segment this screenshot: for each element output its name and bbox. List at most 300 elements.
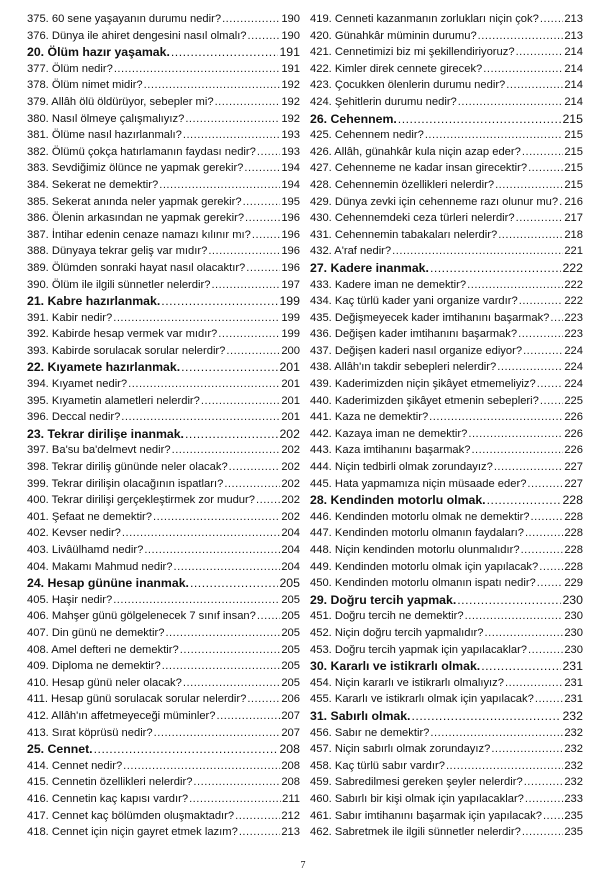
dot-leader [468,426,563,443]
dot-leader [114,61,281,78]
page-ref: 230 [562,592,583,607]
dot-leader [153,509,280,526]
dot-leader [217,708,281,725]
dot-leader [211,277,280,294]
toc-entry [27,625,300,642]
dot-leader [518,326,563,343]
entry-title: 430. Cehennemdeki ceza türleri nelerdir? [310,212,515,225]
page-ref: 202 [279,426,300,441]
section-title: 28. Kendinden motorlu olmak. [310,493,486,508]
dot-leader [154,725,281,742]
page-ref: 223 [564,311,583,324]
toc-entry [310,28,583,45]
entry-title: 432. A'raf nedir? [310,245,392,258]
page-ref: 195 [281,195,300,208]
toc-entry [310,559,583,576]
entry-title: 462. Sabretmek ile ilgili sünnetler nelerdir? [310,826,521,839]
toc-entry [27,376,300,393]
entry-title: 440. Kaderimizden şikâyet etmenin sebepleri? [310,394,539,407]
section-title: 31. Sabırlı olmak. [310,708,411,723]
entry-title: 397. Ba'su ba'delmevt nedir? [27,444,171,457]
page-ref: 222 [564,295,583,308]
dot-leader [244,160,280,177]
page-ref: 221 [564,245,583,258]
dot-leader [245,210,280,227]
dot-leader [183,127,280,144]
dot-leader [398,111,562,128]
toc-entry [310,343,583,360]
page-ref: 226 [564,444,583,457]
toc-entry [27,708,300,725]
entry-title: 418. Cennet için niçin gayret etmek lazım? [27,826,238,839]
toc-section-heading [27,426,300,443]
dot-leader [226,343,280,360]
page-ref: 215 [562,111,583,126]
toc-entry [310,77,583,94]
dot-leader [495,177,563,194]
entry-title: 426. Allâh, günahkâr kula niçin azap eder? [310,145,521,158]
entry-title: 375. 60 sene yaşayanın durumu nedir? [27,13,222,25]
page-ref: 194 [281,162,300,175]
section-title: 22. Kıyamete hazırlanmak. [27,360,181,375]
dot-leader [516,210,564,227]
toc-entry [27,774,300,791]
page-ref: 202 [281,461,300,474]
page-ref: 202 [281,477,300,490]
entry-title: 376. Dünya ile ahiret dengesini nasıl olmalı? [27,29,247,42]
page-ref: 230 [564,626,583,639]
toc-entry [27,691,300,708]
page-ref: 196 [281,245,300,258]
dot-leader [531,509,564,526]
entry-title: 399. Tekrar dirilişin olacağının ispatları? [27,477,224,490]
page-ref: 199 [279,294,300,309]
dot-leader [190,575,279,592]
toc-entry [310,426,583,443]
section-title: 26. Cehennem. [310,111,397,126]
entry-title: 443. Kaza imtihanını başarmak? [310,444,471,457]
page-ref: 233 [564,792,583,805]
toc-entry [27,525,300,542]
dot-leader [497,359,563,376]
entry-title: 412. Allâh'ın affetmeyeceği müminler? [27,709,216,722]
dot-leader [224,476,280,493]
page-ref: 201 [281,411,300,424]
toc-entry [310,642,583,659]
page-ref: 213 [564,13,583,25]
dot-leader [537,376,564,393]
entry-title: 431. Cehennemin tabakaları nelerdir? [310,228,498,241]
dot-leader [491,741,563,758]
entry-title: 452. Niçin doğru tercih yapmalıdır? [310,626,484,639]
entry-title: 448. Niçin kendinden motorlu olunmalıdır? [310,544,520,556]
dot-leader [113,592,280,609]
toc-entry [27,808,300,825]
dot-leader [483,61,563,78]
entry-title: 449. Kendinden motorlu olmak için yapılacak? [310,560,539,573]
toc-entry [27,61,300,78]
page-ref: 232 [564,743,583,756]
page-ref: 222 [562,260,583,275]
dot-leader [144,542,280,559]
dot-leader [543,808,563,825]
page-ref: 205 [281,660,300,673]
dot-leader [257,608,280,625]
entry-title: 438. Allâh'ın takdir sebepleri nelerdir? [310,361,497,374]
page-ref: 226 [564,411,583,424]
dot-leader [487,492,562,509]
toc-entry [310,791,583,808]
page-ref: 231 [564,693,583,706]
dot-leader [172,442,281,459]
toc-column-right [310,11,583,861]
entry-title: 457. Niçin sabırlı olmak zorundayız? [310,743,491,756]
dot-leader [494,459,564,476]
page-ref: 228 [562,493,583,508]
toc-entry [310,177,583,194]
dot-leader [246,260,280,277]
toc-entry [27,393,300,410]
page-ref: 224 [564,378,583,391]
entry-title: 389. Ölümden sonraki hayat nasıl olacaktır? [27,261,246,274]
dot-leader [247,691,280,708]
dot-leader [550,310,563,327]
entry-title: 396. Deccal nedir? [27,411,121,424]
entry-title: 382. Ölümü çokça hatırlamanın faydası nedir? [27,145,256,158]
page-ref: 205 [281,643,300,656]
page-ref: 226 [564,427,583,440]
page-ref: 201 [281,394,300,407]
entry-title: 447. Kendinden motorlu olmanın faydaları? [310,527,524,540]
entry-title: 383. Sevdiğimiz ölünce ne yapmak gerekir? [27,162,244,175]
toc-entry [27,243,300,260]
entry-title: 392. Kabirde hesap vermek var mıdır? [27,328,218,341]
section-title: 25. Cennet. [27,742,93,757]
dot-leader [252,227,280,244]
toc-entry [310,741,583,758]
dot-leader [505,675,563,692]
toc-entry [310,127,583,144]
toc-entry [27,94,300,111]
page-ref: 193 [281,129,300,142]
toc-entry [27,442,300,459]
entry-title: 413. Sırat köprüsü nedir? [27,726,153,739]
page-number: 7 [300,860,306,871]
toc-entry [27,476,300,493]
page-ref: 192 [281,95,300,108]
page-ref: 217 [564,212,583,225]
toc-section-heading [310,708,583,725]
page-ref: 230 [564,610,583,623]
dot-leader [174,559,281,576]
entry-title: 429. Dünya zevki için cehenneme razı olunur mu? [310,195,559,208]
entry-title: 439. Kaderimizden niçin şikâyet etmemeliyiz? [310,378,536,391]
dot-leader [522,824,564,841]
page-ref: 197 [281,278,300,291]
toc-entry [27,260,300,277]
dot-leader [94,741,279,758]
dot-leader [457,592,561,609]
toc-entry [27,127,300,144]
dot-leader [183,675,280,692]
page-ref: 194 [281,178,300,191]
toc-entry [310,359,583,376]
entry-title: 406. Mahşer günü gölgelenecek 7 sınıf insan? [27,610,256,623]
toc-entry [310,824,583,841]
toc-entry [310,476,583,493]
dot-leader [257,144,280,161]
entry-title: 419. Cenneti kazanmanın zorlukları niçin çok? [310,13,539,25]
entry-title: 433. Kadere iman ne demektir? [310,278,467,291]
toc-entry [27,343,300,360]
toc-entry [310,774,583,791]
dot-leader [235,808,280,825]
entry-title: 451. Doğru tercih ne demektir? [310,610,464,623]
entry-title: 411. Hesap günü sorulacak sorular nelerdir? [27,693,247,706]
entry-title: 388. Dünyaya tekrar geliş var mıdır? [27,245,208,258]
entry-title: 403. Livâülhamd nedir? [27,544,144,556]
entry-title: 425. Cehennem nedir? [310,129,424,142]
toc-entry [310,44,583,61]
dot-leader [429,409,563,426]
dot-leader [256,492,280,509]
entry-title: 436. Değişen kader imtihanını başarmak? [310,328,518,341]
dot-leader [519,293,564,310]
toc-entry [310,625,583,642]
entry-title: 459. Sabredilmesi gereken şeyler nelerdir? [310,776,523,789]
dot-leader [113,310,280,327]
dot-leader [222,11,280,28]
dot-leader [159,177,280,194]
toc-entry [310,725,583,742]
entry-title: 381. Ölüme nasıl hazırlanmalı? [27,129,182,142]
page-ref: 215 [564,178,583,191]
toc-section-heading [27,575,300,592]
dot-leader [506,77,563,94]
toc-entry [27,608,300,625]
entry-title: 391. Kabir nedir? [27,311,113,324]
toc-section-heading [310,592,583,609]
dot-leader [185,111,280,128]
page-ref: 225 [564,394,583,407]
entry-title: 407. Din günü ne demektir? [27,626,165,639]
toc-section-heading [27,359,300,376]
dot-leader [478,28,564,45]
page-ref: 204 [281,527,300,540]
dot-leader [201,393,280,410]
toc-entry [310,675,583,692]
dot-leader [162,658,281,675]
page-ref: 215 [564,129,583,142]
toc-entry [310,509,583,526]
entry-title: 422. Kimler direk cennete girecek? [310,62,483,75]
page-ref: 205 [281,626,300,639]
dot-leader [528,160,563,177]
page-ref: 235 [564,809,583,822]
dot-leader [537,575,564,592]
dot-leader [180,642,281,659]
page-ref: 207 [281,709,300,722]
toc-entry [310,393,583,410]
page-ref: 208 [279,742,300,757]
dot-leader [539,559,563,576]
entry-title: 444. Niçin tedbirli olmak zorundayız? [310,461,493,474]
page-ref: 228 [564,544,583,556]
page-ref: 224 [564,344,583,357]
dot-leader [540,11,563,28]
toc-entry [310,94,583,111]
page-ref: 193 [281,145,300,158]
toc-entry [27,658,300,675]
page-ref: 235 [564,826,583,839]
toc-entry [310,575,583,592]
toc-entry [27,592,300,609]
entry-title: 410. Hesap günü neler olacak? [27,676,182,689]
dot-leader [181,359,278,376]
page-ref: 204 [281,544,300,556]
entry-title: 416. Cennetin kaç kapısı vardır? [27,792,189,805]
page-ref: 214 [564,95,583,108]
toc-entry [27,310,300,327]
entry-title: 442. Kazaya iman ne demektir? [310,427,468,440]
toc-entry [310,243,583,260]
dot-leader [522,144,563,161]
dot-leader [465,608,564,625]
entry-title: 404. Makamı Mahmud nedir? [27,560,173,573]
dot-leader [471,442,563,459]
entry-title: 434. Kaç türlü kader yani organize vardır? [310,295,518,308]
entry-title: 395. Kıyametin alametleri nelerdir? [27,394,200,407]
entry-title: 456. Sabır ne demektir? [310,726,430,739]
toc-entry [27,824,300,841]
entry-title: 421. Cennetimizi biz mi şekillendiriyoruz? [310,46,515,59]
toc-column-left [27,11,300,861]
section-title: 21. Kabre hazırlanmak. [27,294,161,309]
entry-title: 400. Tekrar dirilişi gerçekleştirmek zor mudur? [27,494,255,507]
toc-entry [310,608,583,625]
toc-section-heading [310,111,583,128]
page-ref: 201 [279,360,300,375]
entry-title: 378. Ölüm nimet midir? [27,79,143,92]
dot-leader [467,277,563,294]
page-ref: 228 [564,510,583,523]
dot-leader [485,625,564,642]
dot-leader [425,127,564,144]
toc-section-heading [310,658,583,675]
entry-title: 461. Sabır imtihanını başarmak için yapılacak? [310,809,542,822]
toc-entry [310,525,583,542]
entry-title: 424. Şehitlerin durumu nedir? [310,95,457,108]
toc-entry [310,442,583,459]
entry-title: 446. Kendinden motorlu olmak ne demektir? [310,510,530,523]
entry-title: 402. Kevser nedir? [27,527,121,540]
page-ref: 204 [281,560,300,573]
dot-leader [193,774,280,791]
entry-title: 437. Değişen kaderi nasıl organize ediyor? [310,344,523,357]
toc-entry [27,459,300,476]
page-ref: 201 [281,378,300,391]
entry-title: 458. Kaç türlü sabır vardır? [310,759,445,772]
entry-title: 441. Kaza ne demektir? [310,411,429,424]
dot-leader [411,708,561,725]
entry-title: 384. Sekerat ne demektir? [27,178,159,191]
entry-title: 405. Haşir nedir? [27,593,113,606]
toc-entry [27,210,300,227]
dot-leader [392,243,563,260]
toc-entry [27,77,300,94]
dot-leader [218,326,280,343]
entry-title: 454. Niçin kararlı ve istikrarlı olmalıyız? [310,676,504,689]
toc-entry [310,11,583,28]
toc-entry [27,144,300,161]
page-ref: 232 [564,726,583,739]
page-ref: 224 [564,361,583,374]
section-title: 23. Tekrar dirilişe inanmak. [27,426,184,441]
page-ref: 202 [281,510,300,523]
page-ref: 205 [281,593,300,606]
entry-title: 379. Allâh ölü öldürüyor, sebepler mi? [27,95,214,108]
toc-entry [27,194,300,211]
page-ref: 192 [281,112,300,125]
entry-title: 450. Kendinden motorlu olmanın ispatı nedir? [310,577,536,590]
toc-entry [310,409,583,426]
entry-title: 390. Ölüm ile ilgili sünnetler nelerdir? [27,278,211,291]
page-ref: 214 [564,62,583,75]
toc-entry [27,492,300,509]
page-ref: 215 [564,162,583,175]
toc-entry [27,227,300,244]
dot-leader [528,642,563,659]
dot-leader [535,691,563,708]
toc-entry [27,542,300,559]
toc-entry [27,277,300,294]
page-ref: 216 [564,195,583,208]
page-ref: 228 [564,527,583,540]
toc-entry [310,61,583,78]
page-ref: 212 [281,809,300,822]
toc-entry [310,160,583,177]
entry-title: 377. Ölüm nedir? [27,62,113,75]
page-ref: 207 [281,726,300,739]
entry-title: 460. Sabırlı bir kişi olmak için yapılacaklar? [310,792,524,805]
toc-entry [310,144,583,161]
page-ref: 211 [282,792,300,805]
dot-leader [144,77,281,94]
section-title: 27. Kadere inanmak. [310,260,429,275]
entry-title: 394. Kıyamet nedir? [27,378,128,391]
toc-entry [27,791,300,808]
dot-leader [239,824,281,841]
toc-page [27,11,583,861]
page-ref: 223 [564,328,583,341]
toc-entry [310,277,583,294]
dot-leader [243,194,281,211]
toc-entry [27,111,300,128]
dot-leader [446,758,563,775]
dot-leader [161,293,278,310]
toc-entry [27,642,300,659]
page-ref: 196 [281,228,300,241]
section-title: 30. Kararlı ve istikrarlı olmak. [310,659,481,674]
entry-title: 428. Cehennemin özellikleri nelerdir? [310,178,495,191]
entry-title: 427. Cehenneme ne kadar insan girecektir? [310,162,528,175]
page-ref: 208 [281,759,300,772]
dot-leader [215,94,281,111]
entry-title: 415. Cennetin özellikleri nelerdir? [27,776,193,789]
page-ref: 206 [281,693,300,706]
page-ref: 231 [562,659,583,674]
toc-entry [27,675,300,692]
